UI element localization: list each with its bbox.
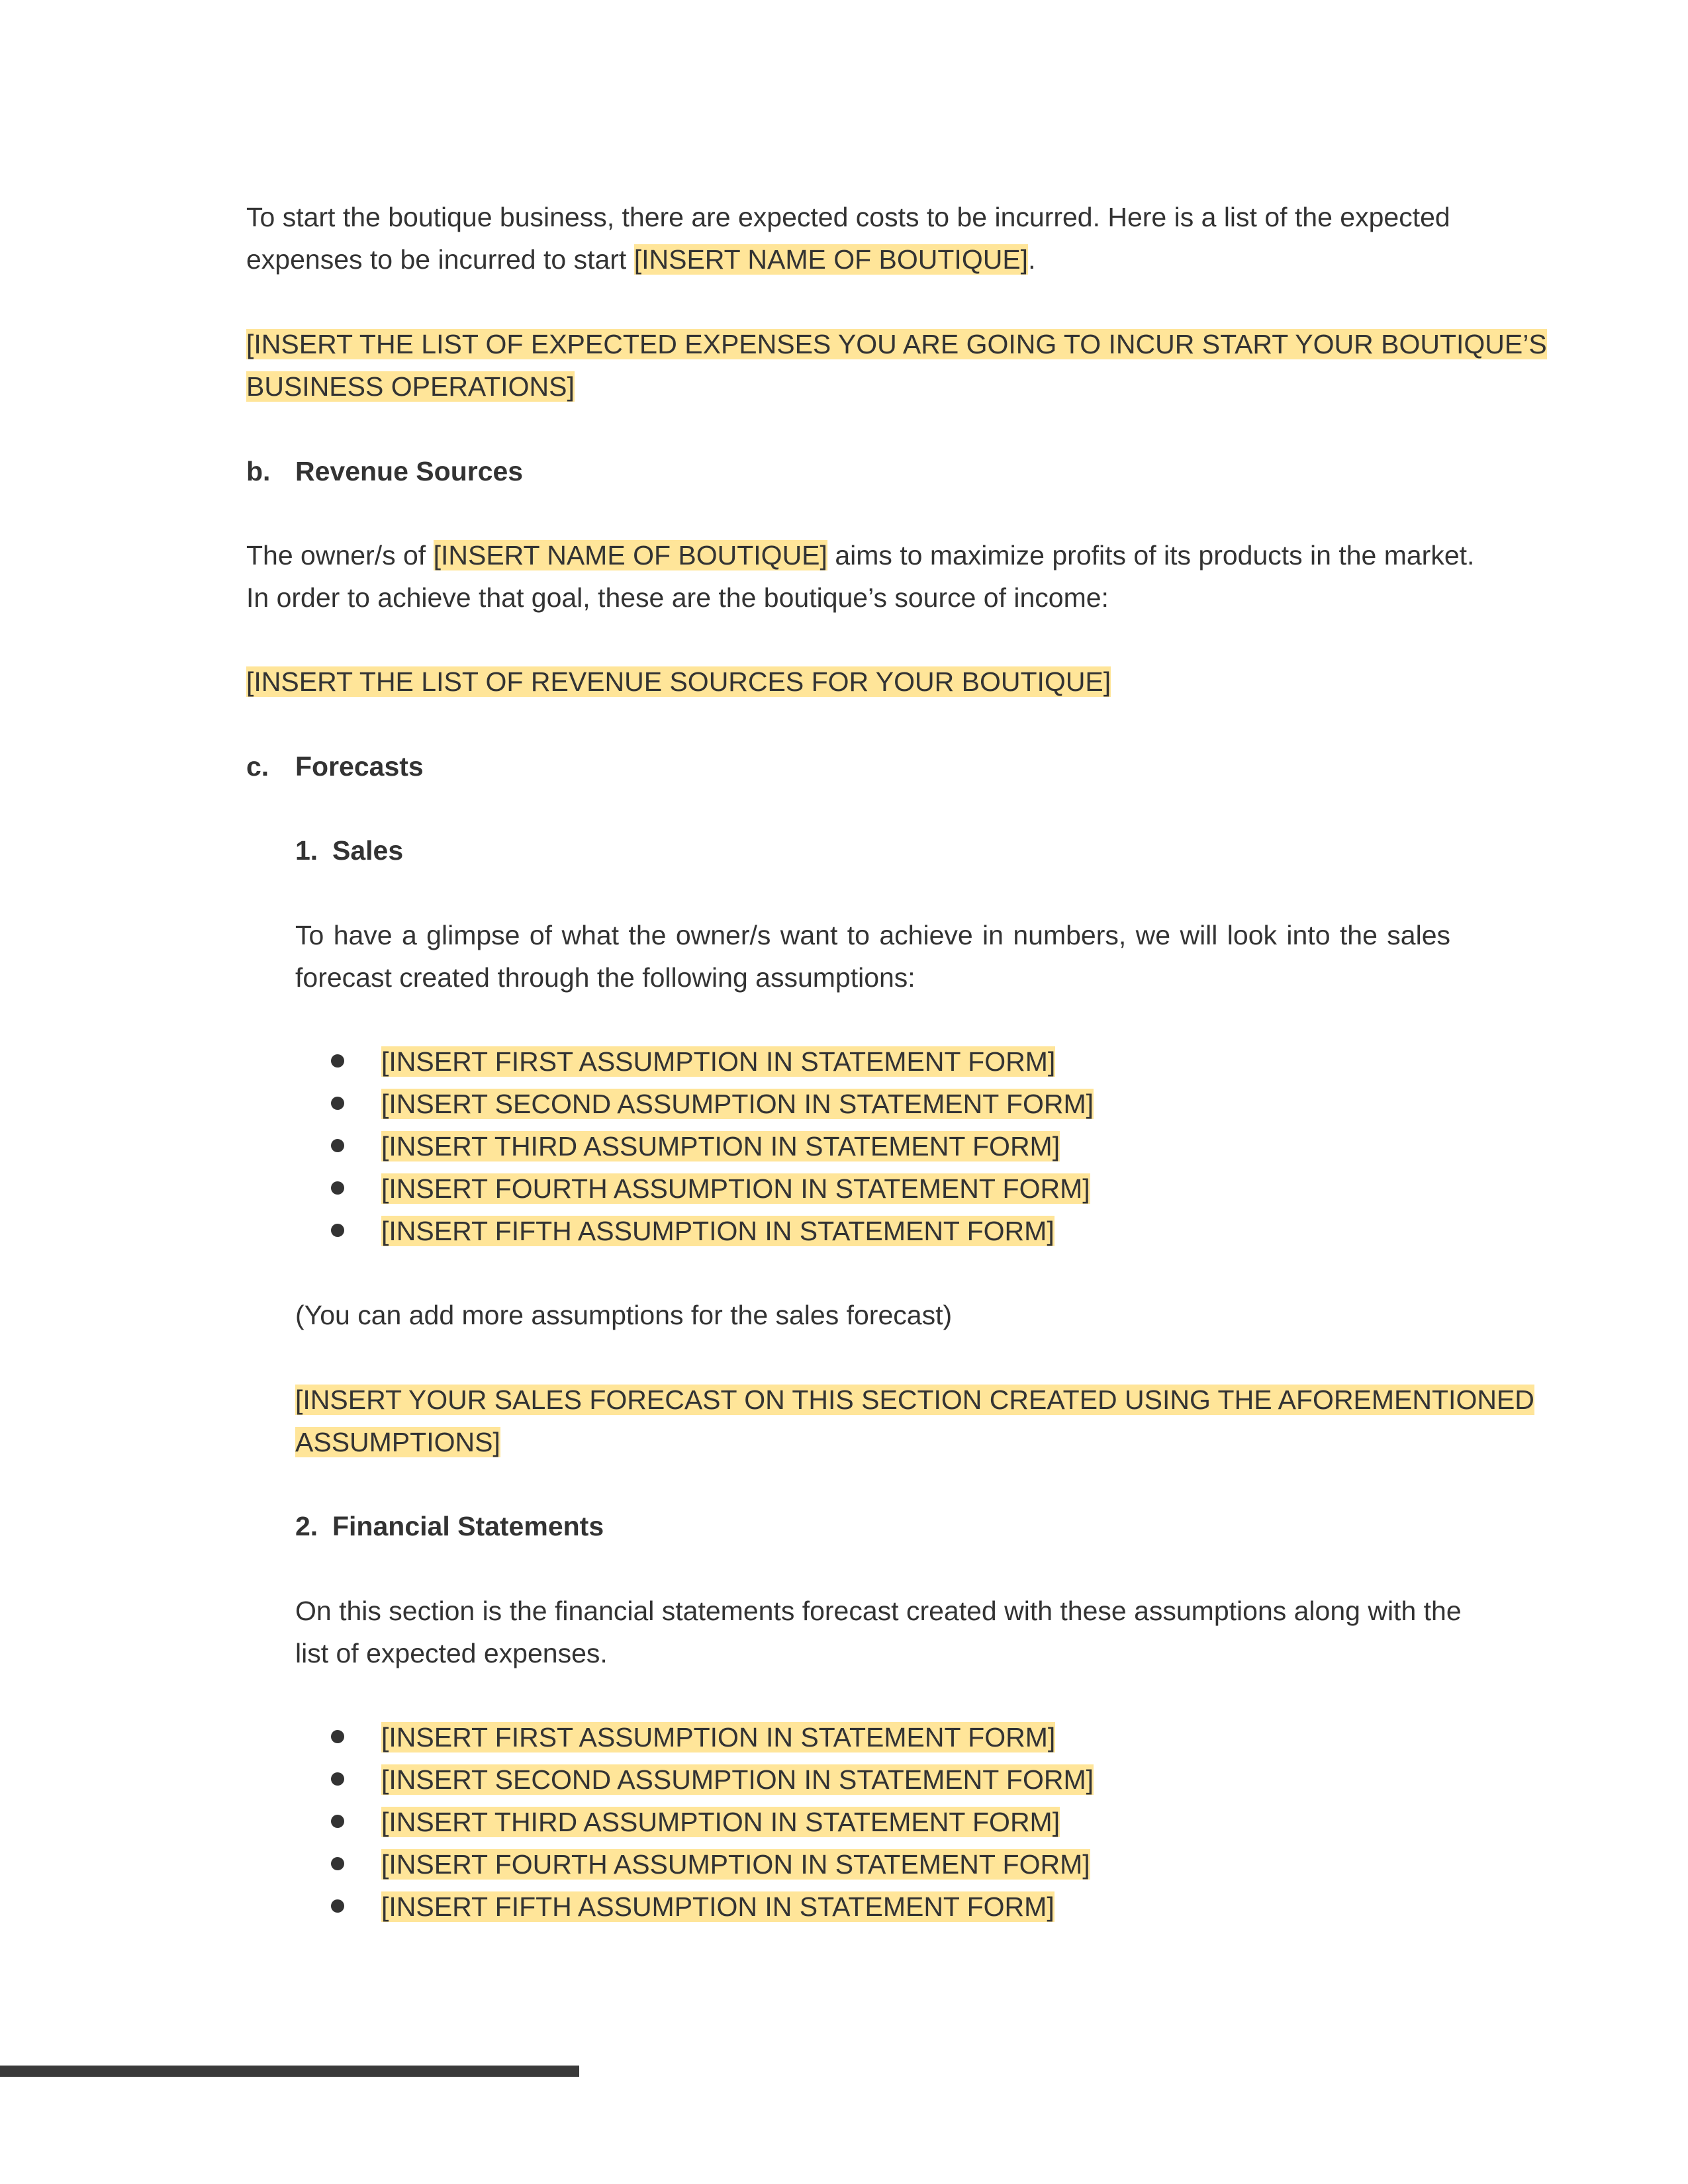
- section-b-heading: [246, 450, 523, 492]
- sales-forecast-placeholder-line-1: [295, 1379, 1534, 1421]
- list-item: [331, 1801, 1060, 1843]
- assumption-text: [INSERT SECOND ASSUMPTION IN STATEMENT FORM]: [381, 1764, 1094, 1795]
- sales-forecast-placeholder-text-2: ASSUMPTIONS]: [295, 1427, 500, 1457]
- intro-line-2-end: .: [1028, 244, 1036, 275]
- sales-heading: [295, 829, 403, 872]
- expenses-placeholder-text-1: [INSERT THE LIST OF EXPECTED EXPENSES YOU ARE GOING TO INCUR START YOUR BOUTIQUE’S: [246, 329, 1547, 359]
- financial-title: Financial Statements: [332, 1511, 604, 1541]
- list-item: [331, 1210, 1055, 1252]
- revenue-para-line-1: [246, 534, 1474, 576]
- assumption-text: [INSERT FOURTH ASSUMPTION IN STATEMENT FORM]: [381, 1173, 1090, 1204]
- section-c-title: Forecasts: [295, 751, 424, 782]
- assumption-text: [INSERT THIRD ASSUMPTION IN STATEMENT FORM]: [381, 1131, 1060, 1161]
- assumption-text: [INSERT FIFTH ASSUMPTION IN STATEMENT FORM]: [381, 1891, 1055, 1922]
- assumption-text: [INSERT FIRST ASSUMPTION IN STATEMENT FORM]: [381, 1046, 1056, 1077]
- revenue-boutique-name-placeholder: [INSERT NAME OF BOUTIQUE]: [433, 540, 827, 570]
- bullet-icon: [331, 1054, 344, 1068]
- footer-bar: [0, 2066, 579, 2077]
- financial-para-line-2: list of expected expenses.: [295, 1638, 608, 1668]
- intro-line-1: To start the boutique business, there are expected costs to be incurred. Here is a list of the expected: [246, 202, 1450, 232]
- bullet-icon: [331, 1857, 344, 1870]
- revenue-para-text-2: aims to maximize profits of its products in the market.: [827, 540, 1475, 570]
- bullet-icon: [331, 1224, 344, 1237]
- bullet-icon: [331, 1899, 344, 1913]
- list-item: [331, 1125, 1060, 1167]
- bullet-icon: [331, 1772, 344, 1786]
- sales-para-line-1: To have a glimpse of what the owner/s want to achieve in numbers, we will look into the sales: [295, 920, 1450, 950]
- list-item: [331, 1758, 1094, 1801]
- list-item: [331, 1886, 1055, 1928]
- list-item: [331, 1167, 1090, 1210]
- assumption-text: [INSERT FOURTH ASSUMPTION IN STATEMENT FORM]: [381, 1849, 1090, 1880]
- sales-note: (You can add more assumptions for the sales forecast): [295, 1300, 953, 1330]
- list-item: [331, 1843, 1090, 1886]
- sales-number: 1.: [295, 835, 318, 866]
- assumption-text: [INSERT SECOND ASSUMPTION IN STATEMENT FORM]: [381, 1089, 1094, 1119]
- bullet-icon: [331, 1139, 344, 1152]
- assumption-text: [INSERT FIFTH ASSUMPTION IN STATEMENT FORM]: [381, 1216, 1055, 1246]
- revenue-sources-placeholder-text: [INSERT THE LIST OF REVENUE SOURCES FOR YOUR BOUTIQUE]: [246, 666, 1111, 697]
- section-b-marker: b.: [246, 456, 271, 486]
- intro-line-2-text: expenses to be incurred to start: [246, 244, 634, 275]
- revenue-sources-placeholder: [246, 660, 1111, 703]
- sales-forecast-placeholder-text-1: [INSERT YOUR SALES FORECAST ON THIS SECTION CREATED USING THE AFOREMENTIONED: [295, 1385, 1534, 1415]
- bullet-icon: [331, 1730, 344, 1743]
- expenses-placeholder-text-2: BUSINESS OPERATIONS]: [246, 371, 575, 402]
- sales-title: Sales: [332, 835, 404, 866]
- sales-para-line-2: forecast created through the following assumptions:: [295, 962, 915, 993]
- expenses-placeholder-line-2: [246, 365, 575, 408]
- sales-forecast-placeholder-line-2: [295, 1421, 500, 1463]
- section-c-heading: [246, 745, 424, 788]
- intro-line-2: [246, 238, 1035, 281]
- revenue-para-line-2: In order to achieve that goal, these are the boutique’s source of income:: [246, 582, 1109, 613]
- bullet-icon: [331, 1097, 344, 1110]
- bullet-icon: [331, 1181, 344, 1195]
- list-item: [331, 1716, 1055, 1758]
- financial-para-line-1: On this section is the financial statements forecast created with these assumptions along with the: [295, 1596, 1462, 1626]
- revenue-para-text-1: The owner/s of: [246, 540, 434, 570]
- assumption-text: [INSERT FIRST ASSUMPTION IN STATEMENT FORM]: [381, 1722, 1056, 1752]
- financial-statements-heading: [295, 1505, 604, 1547]
- assumption-text: [INSERT THIRD ASSUMPTION IN STATEMENT FORM]: [381, 1807, 1060, 1837]
- section-b-title: Revenue Sources: [295, 456, 524, 486]
- expenses-placeholder-line-1: [246, 323, 1547, 365]
- list-item: [331, 1083, 1094, 1125]
- list-item: [331, 1040, 1055, 1083]
- boutique-name-placeholder: [INSERT NAME OF BOUTIQUE]: [633, 244, 1029, 275]
- financial-number: 2.: [295, 1511, 318, 1541]
- bullet-icon: [331, 1815, 344, 1828]
- section-c-marker: c.: [246, 751, 269, 782]
